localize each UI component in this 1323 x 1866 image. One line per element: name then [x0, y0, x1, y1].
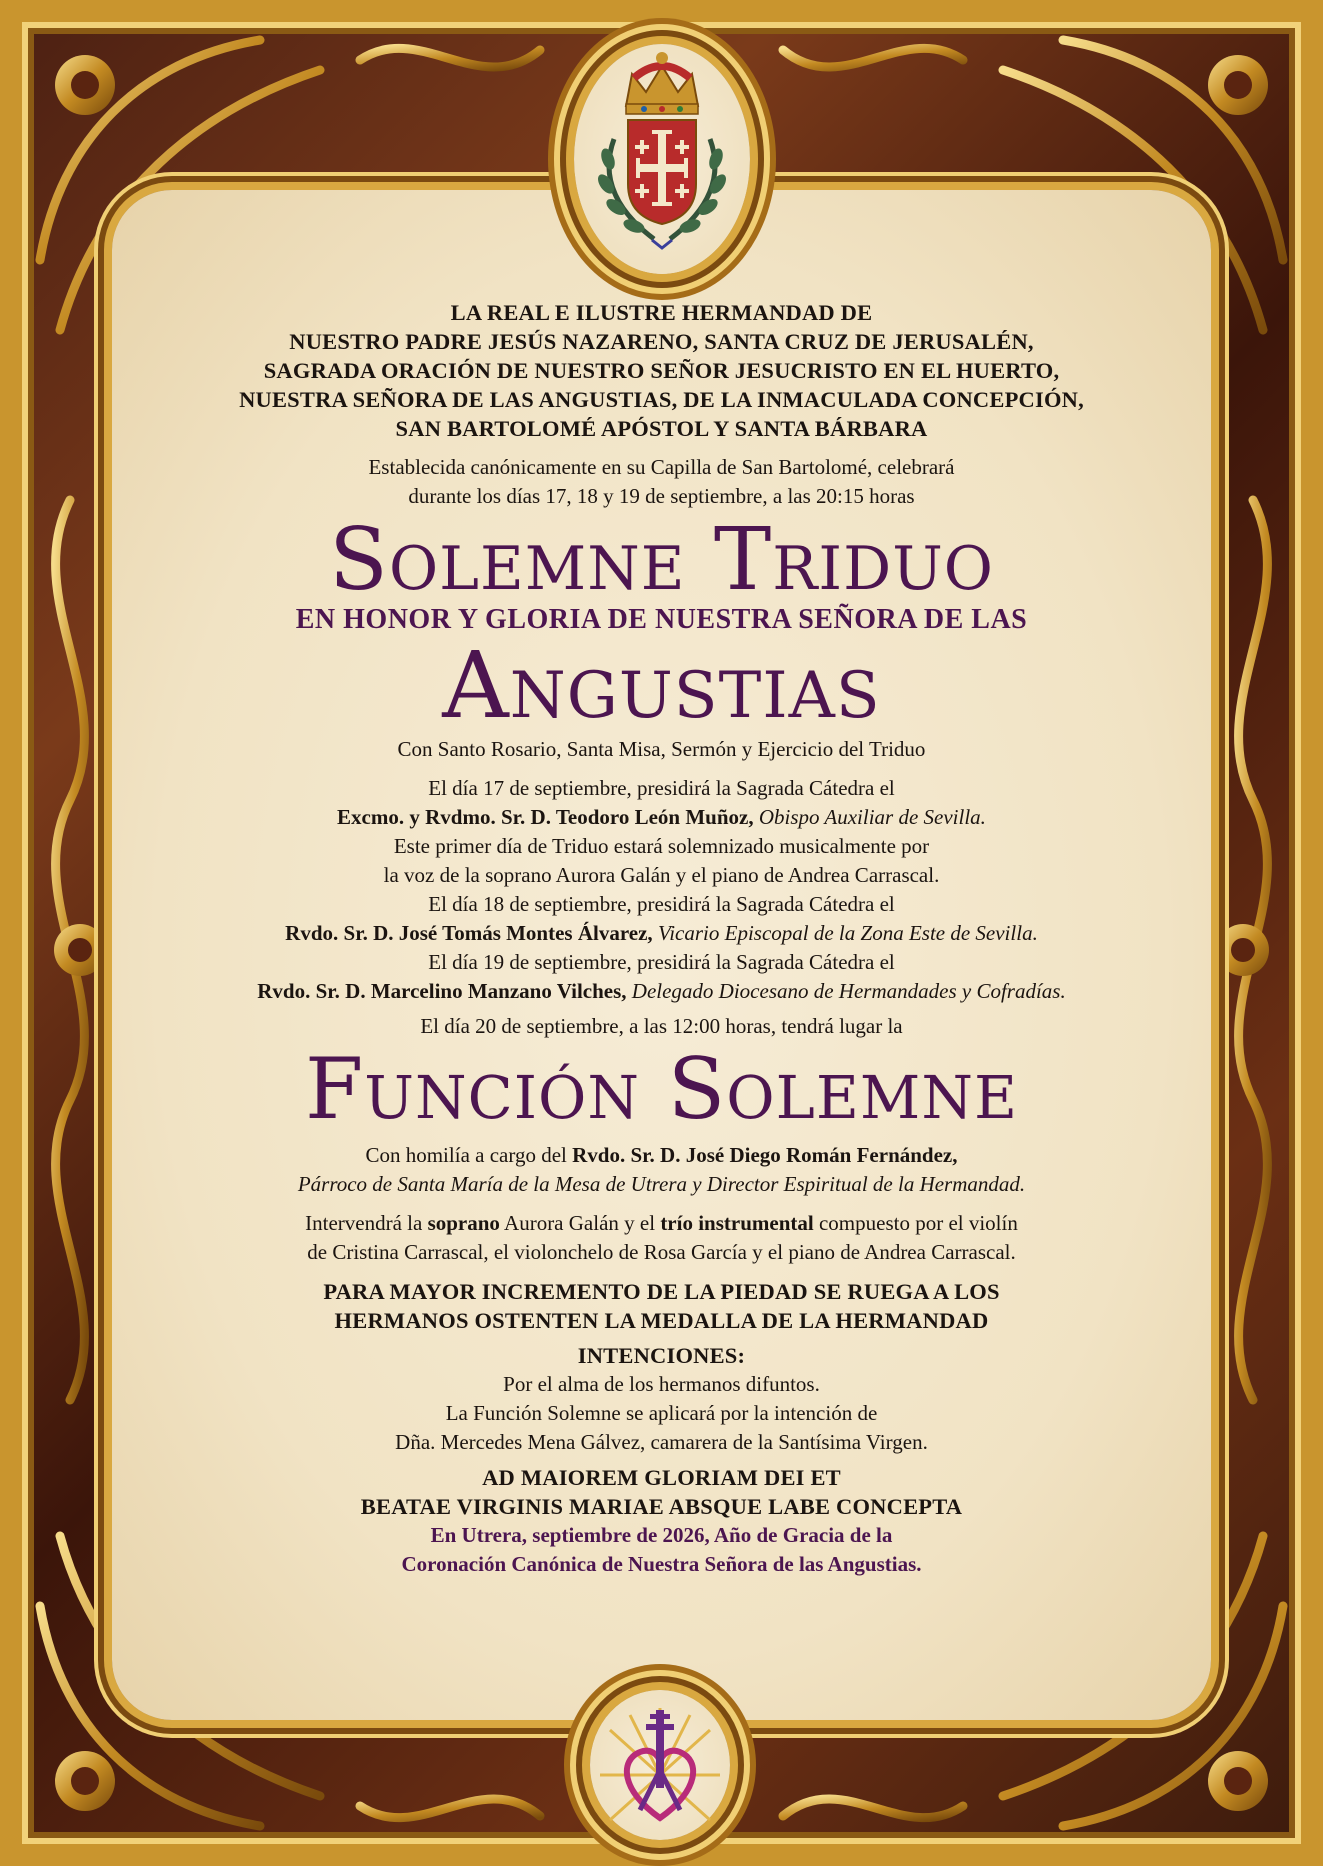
crowned-jerusalem-cross-shield-icon: [574, 44, 750, 274]
day17-preacher: [130, 803, 1193, 832]
music-soprano: soprano: [427, 1211, 500, 1235]
day19-role: Delegado Diocesano de Hermandades y Cofradías.: [631, 979, 1066, 1003]
place-date: [130, 1521, 1193, 1579]
day17-intro: El día 17 de septiembre, presidirá la Sagrada Cátedra el: [428, 776, 895, 800]
triduo-subtitle: EN HONOR Y GLORIA DE NUESTRA SEÑORA DE LAS: [295, 604, 1028, 635]
header-line: NUESTRO PADRE JESÚS NAZARENO, SANTA CRUZ DE JERUSALÉN,: [289, 329, 1034, 354]
intro-line: Establecida canónicamente en su Capilla de San Bartolomé, celebrará: [368, 455, 955, 479]
day17-music-line: la voz de la soprano Aurora Galán y el piano de Andrea Carrascal.: [383, 863, 940, 887]
intencion-line: La Función Solemne se aplicará por la intención de: [445, 1401, 878, 1425]
bottom-medallion: [590, 1690, 730, 1840]
triduo-description: Con Santo Rosario, Santa Misa, Sermón y Ejercicio del Triduo: [397, 737, 926, 761]
place-line: En Utrera, septiembre de 2026, Año de Gracia de la: [430, 1523, 893, 1547]
brotherhood-title: [130, 298, 1193, 443]
day17-name: Excmo. y Rvdmo. Sr. D. Teodoro León Muñoz,: [337, 805, 754, 829]
header-line: SAGRADA ORACIÓN DE NUESTRO SEÑOR JESUCRISTO EN EL HUERTO,: [263, 358, 1060, 383]
day17-role: Obispo Auxiliar de Sevilla.: [758, 805, 986, 829]
day17-music-line: Este primer día de Triduo estará solemnizado musicalmente por: [393, 834, 930, 858]
latin-line: AD MAIOREM GLORIAM DEI ET: [482, 1465, 841, 1490]
funcion-intro: El día 20 de septiembre, a las 12:00 horas, tendrá lugar la: [420, 1014, 903, 1038]
music-line-2: de Cristina Carrascal, el violonchelo de Rosa García y el piano de Andrea Carrascal.: [307, 1240, 1016, 1264]
music-text: Intervendrá la: [305, 1211, 423, 1235]
music-text: Aurora Galán y el: [504, 1211, 656, 1235]
notice-line: PARA MAYOR INCREMENTO DE LA PIEDAD SE RUEGA A LOS: [323, 1279, 1000, 1304]
homily-pre: Con homilía a cargo del: [365, 1143, 567, 1167]
funcion-title: Función Solemne: [304, 1040, 1019, 1138]
top-medallion: [574, 44, 750, 274]
notice-line: HERMANOS OSTENTEN LA MEDALLA DE LA HERMANDAD: [334, 1308, 989, 1333]
day18-intro: El día 18 de septiembre, presidirá la Sagrada Cátedra el: [428, 892, 895, 916]
virgin-name: Angustias: [442, 632, 881, 739]
day18-name: Rvdo. Sr. D. José Tomás Montes Álvarez,: [285, 921, 653, 945]
place-line: Coronación Canónica de Nuestra Señora de las Angustias.: [401, 1552, 922, 1576]
music-trio: trío instrumental: [660, 1211, 814, 1235]
poster-text: [130, 298, 1193, 1579]
latin-motto: [130, 1463, 1193, 1521]
latin-line: BEATAE VIRGINIS MARIAE ABSQUE LABE CONCEPTA: [360, 1494, 963, 1519]
heart-cross-radiant-emblem-icon: [590, 1690, 730, 1840]
medal-notice: [130, 1277, 1193, 1335]
homily-role: Párroco de Santa María de la Mesa de Utrera y Director Espiritual de la Hermandad.: [297, 1172, 1026, 1196]
triduo-title: Solemne Triduo: [329, 510, 994, 610]
header-line: NUESTRA SEÑORA DE LAS ANGUSTIAS, DE LA INMACULADA CONCEPCIÓN,: [239, 387, 1084, 412]
intenciones-title: INTENCIONES:: [577, 1343, 746, 1368]
day19-preacher: [130, 977, 1193, 1006]
day19-name: Rvdo. Sr. D. Marcelino Manzano Vilches,: [257, 979, 627, 1003]
day18-role: Vicario Episcopal de la Zona Este de Sevilla.: [657, 921, 1038, 945]
music-text: compuesto por el violín: [818, 1211, 1018, 1235]
header-line: SAN BARTOLOMÉ APÓSTOL Y SANTA BÁRBARA: [395, 416, 928, 441]
intencion-line: Por el alma de los hermanos difuntos.: [503, 1372, 820, 1396]
day19-intro: El día 19 de septiembre, presidirá la Sagrada Cátedra el: [428, 950, 895, 974]
music-line: [130, 1209, 1193, 1238]
homily-name: Rvdo. Sr. D. José Diego Román Fernández,: [572, 1143, 958, 1167]
day18-preacher: [130, 919, 1193, 948]
homily-line: [130, 1141, 1193, 1170]
intro-line: durante los días 17, 18 y 19 de septiembre, a las 20:15 horas: [408, 484, 915, 508]
intencion-line: Dña. Mercedes Mena Gálvez, camarera de la Santísima Virgen.: [395, 1430, 928, 1454]
header-line: LA REAL E ILUSTRE HERMANDAD DE: [450, 300, 873, 325]
